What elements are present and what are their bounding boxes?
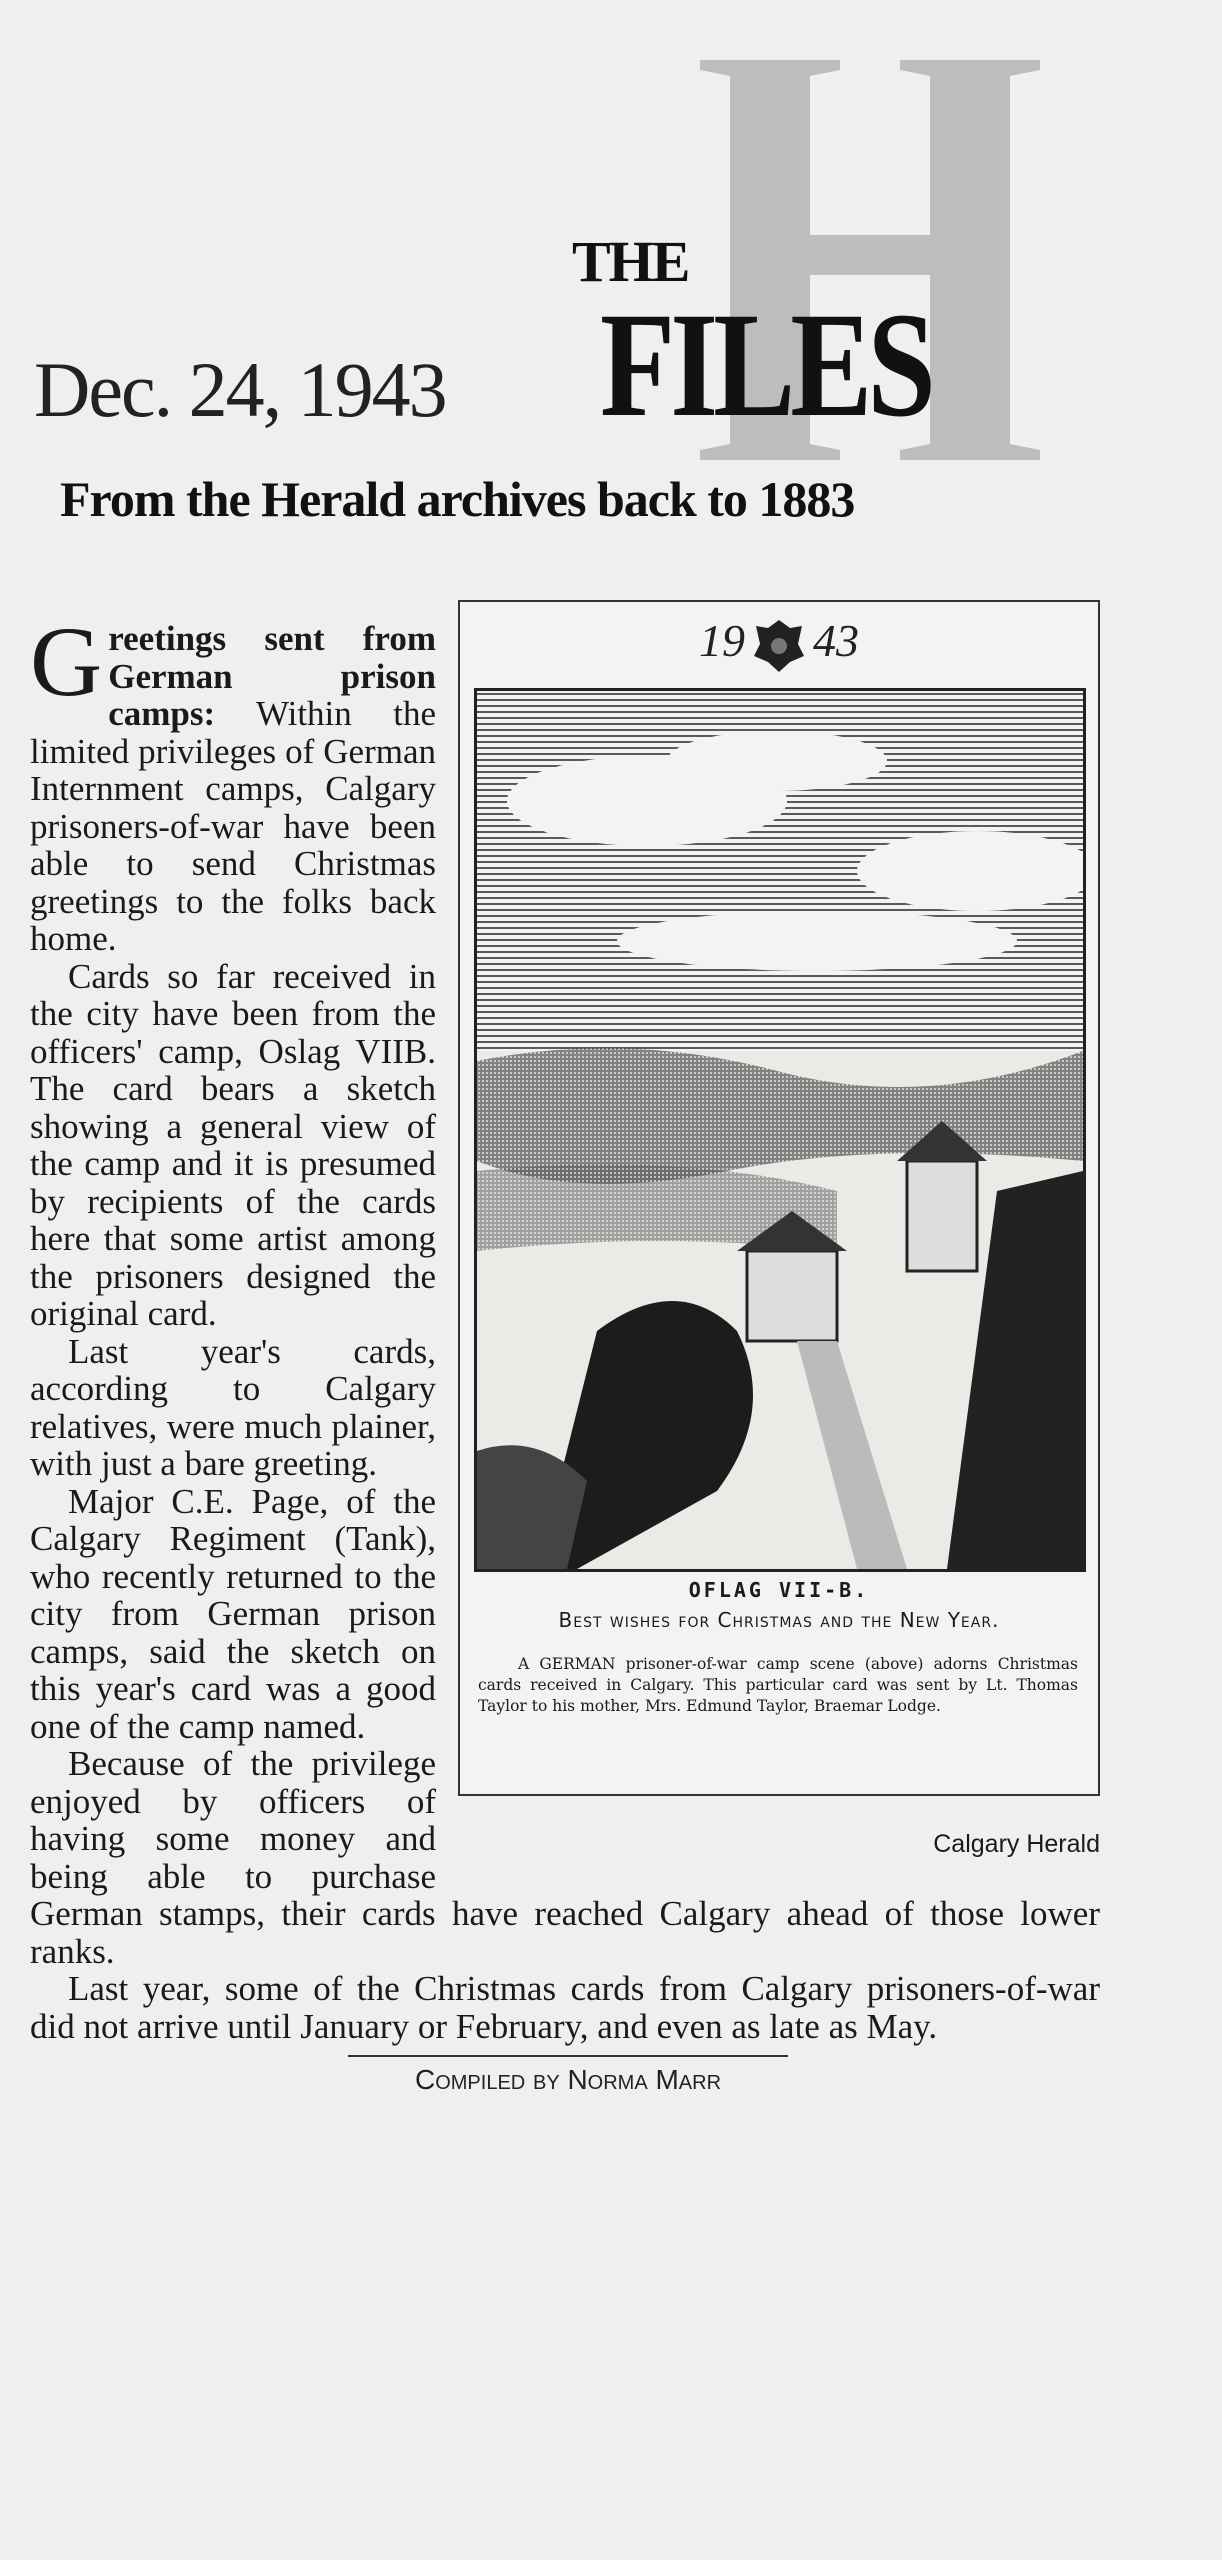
year-right: 43 <box>813 615 859 666</box>
paragraph-2: Cards so far received in the city have been from the officers' camp, Oslag VIIB. The card bears a sketch showing a general view of the camp and it is presumed by recipients of the cards here that some artist among the prisoners designed the original card. <box>30 956 436 1333</box>
masthead <box>0 0 1222 560</box>
photo-credit: Calgary Herald <box>933 1830 1100 1858</box>
paragraph-4: Major C.E. Page, of the Calgary Regiment (Tank), who recently returned to the city from German prison camps, said the sketch on this year's card was a good one of the camp named. <box>30 1481 436 1746</box>
camp-label: OFLAG VII-B. <box>688 1578 870 1602</box>
paragraph-6: Last year, some of the Christmas cards from Calgary prisoners-of-war did not arrive until January or February, and even as late as May. <box>30 1969 1100 2046</box>
photo-caption: A GERMAN prisoner-of-war camp scene (above) adorns Christmas cards received in Calgary. This particular card was sent by Lt. Thomas Taylor to his mother, Mrs. Edmund Taylor, Braemar Lodge. <box>478 1655 1078 1715</box>
photo-figure <box>458 600 1100 1862</box>
paragraph-text: Within the limited privileges of German Internment camps, Calgary prisoners-of-war have been able to send Christmas greetings to the folks back home. <box>30 694 436 958</box>
year-left: 19 <box>699 615 745 666</box>
paragraph-3: Last year's cards, according to Calgary relatives, were much plainer, with just a bare greeting. <box>30 1331 436 1483</box>
crest-icon <box>750 616 808 676</box>
issue-date: Dec. 24, 1943 <box>34 346 446 433</box>
camp-sketch-illustration <box>474 688 1086 1572</box>
logo-the: THE <box>572 229 689 294</box>
byline: Compiled by Norma Marr <box>348 2055 788 2097</box>
lead-in: reetings sent from German prison camps: <box>108 619 436 733</box>
paragraph-5: Because of the privilege enjoyed by officers of having some money and being able to purchase German stamps, their cards have reached Calgary ahead of those lower ranks. <box>30 1744 1100 1971</box>
christmas-card-image <box>458 600 1100 1796</box>
drop-cap: G <box>30 606 103 717</box>
card-greeting: Best wishes for Christmas and the New Year. <box>558 1608 1000 1632</box>
logo-files: FILES <box>600 282 931 448</box>
article-body <box>30 606 1100 2097</box>
section-subtitle: From the Herald archives back to 1883 <box>60 471 855 527</box>
